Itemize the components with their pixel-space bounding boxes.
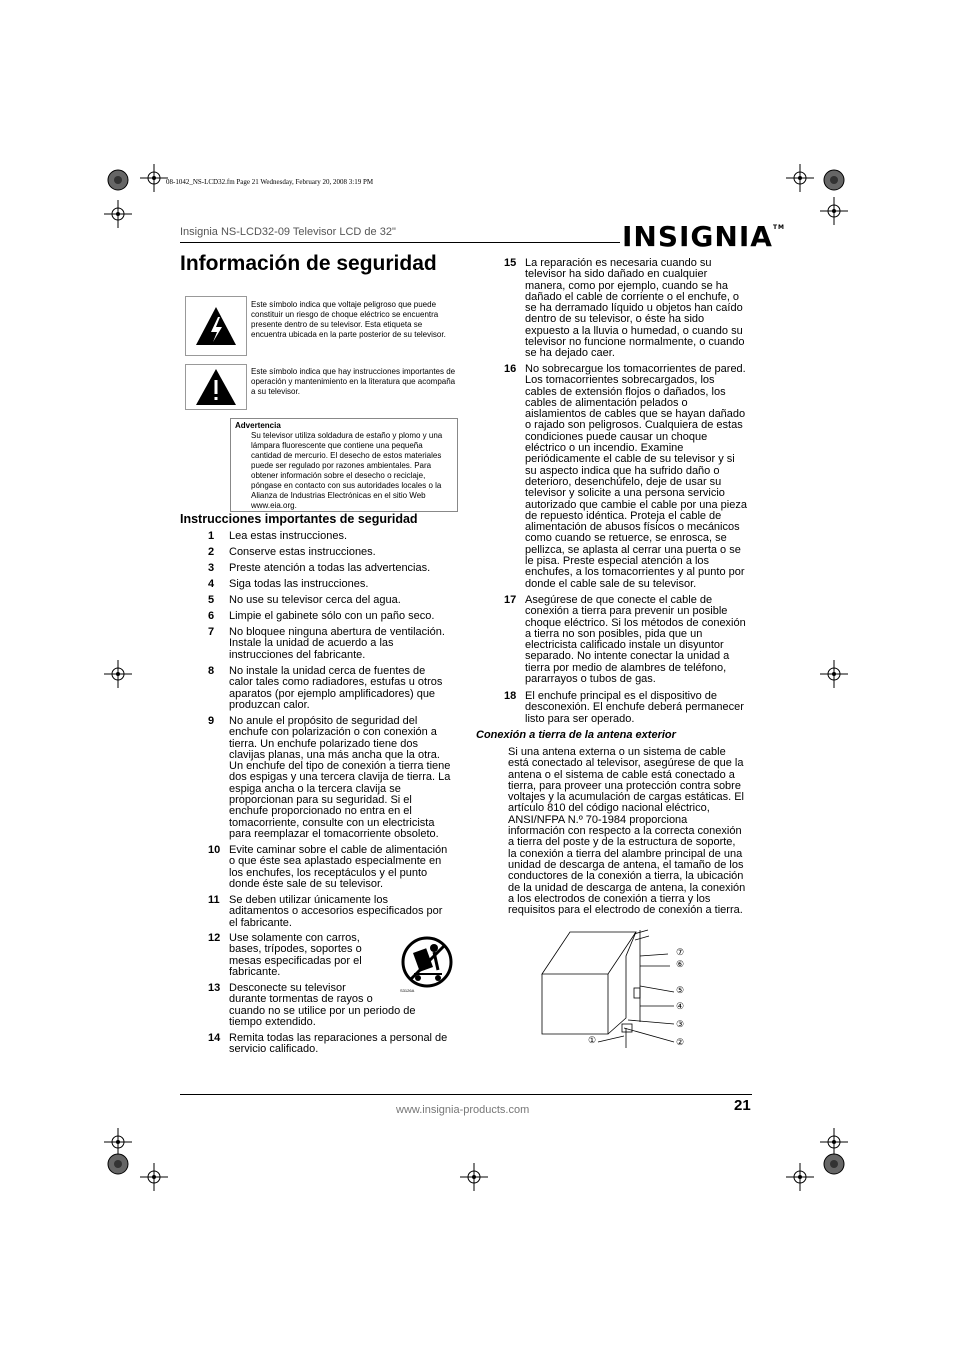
instruction-number: 10 <box>208 844 221 856</box>
diagram-callout-label: ⑦ <box>676 947 685 957</box>
instruction-line: dañado el cable de corriente o el enchufe, o <box>525 290 740 303</box>
instruction-line: a tierra no son posibles, pida que un <box>525 627 703 640</box>
antenna-line: requisitos para el electrodo de conexión a tierra. <box>508 904 743 917</box>
instruction-line: condiciones puede causar un choque <box>525 430 708 443</box>
crop-mark-icon <box>786 164 814 192</box>
instruction-line: el fabricante. <box>229 916 292 929</box>
instruction-line: eléctrico o un incendio. Examine <box>525 442 684 455</box>
instruction-line: Siga todas las instrucciones. <box>229 578 369 590</box>
instruction-text <box>229 895 442 929</box>
instruction-line: o que éste sea aplastado especialmente en <box>229 855 442 868</box>
instruction-line: Lea estas instrucciones. <box>229 530 348 542</box>
instruction-number: 13 <box>208 982 221 994</box>
instruction-line: Remita todas las reparaciones a personal de <box>229 1032 448 1044</box>
instruction-number: 11 <box>208 894 220 906</box>
instruction-text <box>229 1033 447 1056</box>
instruction-line: bases, trípodes, soportes o <box>229 943 362 956</box>
instruction-line: televisor no funcione normalmente, o cuando <box>525 336 745 349</box>
instruction-text <box>229 579 368 590</box>
instruction-line: manera, como por ejemplo, cuando se ha <box>525 279 729 292</box>
diagram-callout-label: ③ <box>676 1019 685 1029</box>
crop-mark-icon <box>140 1163 168 1191</box>
instruction-line: instrucciones del fabricante. <box>229 648 366 661</box>
instruction-text <box>525 258 745 360</box>
instruction-line: televisor y solicite a una persona servicio <box>525 487 725 500</box>
instruction-line: Se deben utilizar únicamente los <box>229 894 388 906</box>
instruction-line: televisor ha sido dañado en cualquier <box>525 268 708 281</box>
diagram-callout-label: ⑤ <box>676 985 685 995</box>
instruction-line: enchufes, a los tomacorrientes y al punto por <box>525 566 745 579</box>
diagram-callout-label: ② <box>676 1037 685 1047</box>
exclamation-warning-icon <box>185 364 247 410</box>
warning-body: Su televisor utiliza soldadura de estaño y plomo y una lámpara fluorescente que contiene una pequeña cantidad de mercurio. El desecho de estos materiales puede ser regulado por razones ambientales. Para obtener información sobre el desecho o reciclaje, póngase en contacto con sus autoridades locales o la Alianza de Industrias Electrónicas en el sitio Web www.eia.org. <box>251 431 443 510</box>
instruction-number: 17 <box>504 594 517 606</box>
instruction-text <box>229 627 445 661</box>
antenna-line: de la unidad de descarga de antena, la conexión <box>508 881 746 894</box>
instruction-line: calor tales como radiadores, estufas u otros <box>229 676 443 689</box>
instruction-line: tierra. Un enchufe polarizado tiene dos <box>229 737 418 750</box>
crop-mark-icon <box>820 660 848 688</box>
instruction-text <box>229 933 362 978</box>
instruction-text <box>525 691 744 725</box>
instructions-symbol-text: Este símbolo indica que hay instrucciones importantes de operación y mantenimiento en la literatura que acompaña a su televisor. <box>251 367 456 396</box>
instruction-text <box>229 716 450 840</box>
antenna-line: antena o el sistema de cable está conectado a <box>508 768 735 781</box>
instruction-line: Un enchufe del tipo de conexión a tierra tiene <box>229 760 451 773</box>
instruction-line: como cuando se retuerce, se enrosca, se <box>525 532 727 545</box>
crop-mark-icon <box>820 197 848 225</box>
instruction-line: donde éste sale de su televisor. <box>229 877 384 890</box>
instruction-text <box>229 595 401 606</box>
antenna-line: la conexión a tierra del alambre principal de una <box>508 847 743 860</box>
instruction-number: 18 <box>504 690 517 702</box>
instruction-line: Evite caminar sobre el cable de alimentación <box>229 844 448 856</box>
instruction-line: dentro de su televisor, o éste ha sido <box>525 313 705 326</box>
instruction-line: Preste atención a todas las advertencias. <box>229 562 431 574</box>
cart-tip-over-icon <box>398 936 456 996</box>
antenna-line: ANSI/NFPA N.º 70-1984 proporciona <box>508 813 688 826</box>
instruction-line: tomacorriente, consulte con un electricista <box>229 816 435 829</box>
instruction-text <box>229 611 434 622</box>
high-voltage-icon <box>185 296 247 356</box>
instruction-line: dos espigas y una tercera clavija de tierra. La <box>229 771 451 784</box>
instruction-line: expuesto a la lluvia o humedad, o cuando su <box>525 324 743 337</box>
instruction-number: 7 <box>208 626 215 638</box>
instruction-line: clavijas planas, una más ancha que la otra. <box>229 748 440 761</box>
instruction-line: Asegúrese de que conecte el cable de <box>525 594 713 606</box>
running-header: Insignia NS-LCD32-09 Televisor LCD de 32" <box>180 226 396 238</box>
instruction-line: enchufe con polarización o con conexión a <box>229 726 437 739</box>
antenna-line: unidad de descarga de antena, el tamaño de los <box>508 858 744 871</box>
instruction-line: espiga ancha o la tercera clavija se <box>229 782 401 795</box>
instruction-line: para reemplazar el tomacorriente obsoleto. <box>229 827 439 840</box>
file-slug: 08-1042_NS-LCD32.fm Page 21 Wednesday, February 20, 2008 3:19 PM <box>166 178 374 186</box>
instruction-line: aditamentos o accesorios especificados por <box>229 905 443 918</box>
instruction-line: pararrayos o tubos de gas. <box>525 673 656 686</box>
instruction-number: 5 <box>208 594 215 606</box>
instruction-line: pellizca, se aplasta al cerrar una puerta o se <box>525 543 741 556</box>
instruction-line: separado. No intente conectar la unidad a <box>525 650 730 663</box>
instruction-text <box>229 845 447 890</box>
antenna-line: a tierra del poste y de la estructura de soporte, <box>508 836 736 849</box>
instruction-number: 9 <box>208 715 215 727</box>
instruction-line: Conserve estas instrucciones. <box>229 546 376 558</box>
registration-dot-mark <box>104 1150 132 1178</box>
instruction-text <box>229 531 347 542</box>
registration-dot-mark <box>820 166 848 194</box>
instruction-line: tierra por medio de alambres de teléfono, <box>525 661 727 674</box>
diagram-callout-label: ① <box>588 1035 597 1045</box>
instruction-text <box>525 595 746 685</box>
antenna-paragraph <box>508 747 753 916</box>
cart-icon-code: S3126A <box>400 988 415 993</box>
instruction-line: La reparación es necesaria cuando su <box>525 257 712 269</box>
instruction-number: 1 <box>208 530 215 542</box>
instruction-number: 2 <box>208 546 215 558</box>
instruction-line: produzcan calor. <box>229 698 310 711</box>
footer-url: www.insignia-products.com <box>396 1104 530 1116</box>
instruction-line: su aspecto indica que ha sufrido daño o <box>525 464 720 477</box>
instruction-line: cuando no se utilice por un periodo de <box>229 1004 416 1017</box>
instruction-line: aparatos (por ejemplo amplificadores) que <box>229 687 436 700</box>
instruction-line: deterioro, desenchúfelo, deje de usar su <box>525 475 722 488</box>
instruction-line: Use solamente con carros, <box>229 932 360 944</box>
instruction-text <box>229 666 442 711</box>
instruction-text <box>229 983 416 1028</box>
instruction-line: No instale la unidad cerca de fuentes de <box>229 665 426 677</box>
instruction-line: listo para ser operado. <box>525 712 635 725</box>
diagram-callout-label: ④ <box>676 1001 685 1011</box>
instruction-line: electricista calificado instale un disyuntor <box>525 639 724 652</box>
crop-mark-icon <box>104 200 132 228</box>
instruction-line: periódicamente el cable de su televisor y si <box>525 453 735 466</box>
instruction-line: No anule el propósito de seguridad del <box>229 715 418 727</box>
antenna-line: voltajes y la acumulación de cargas estáticas. El <box>508 791 745 804</box>
antenna-line: información con respecto a la correcta conexión <box>508 825 742 838</box>
instruction-line: alimentación de abusos físicos o mecánicos <box>525 521 740 534</box>
instruction-line: o rajado son peligrosos. Cualquiera de estas <box>525 419 743 432</box>
page-number: 21 <box>734 1097 751 1114</box>
instruction-line: No sobrecargue los tomacorrientes de pared. <box>525 363 746 375</box>
instruction-number: 8 <box>208 665 215 677</box>
instruction-number: 14 <box>208 1032 221 1044</box>
crop-mark-icon <box>104 660 132 688</box>
warning-title: Advertencia <box>235 421 281 430</box>
antenna-line: a los electrodos de conexión a tierra y los <box>508 892 711 905</box>
antenna-section-title: Conexión a tierra de la antena exterior <box>476 729 676 741</box>
header-rule <box>180 242 620 243</box>
instruction-line: servicio calificado. <box>229 1043 319 1056</box>
instruction-line: conexión a tierra para prevenir un posible <box>525 605 728 618</box>
antenna-line: está conectado al televisor, asegúrese de que la <box>508 757 744 770</box>
instruction-line: Los tomacorrientes sobrecargados, los <box>525 374 715 387</box>
instruction-number: 6 <box>208 610 215 622</box>
section-title: Instrucciones importantes de seguridad <box>180 512 418 526</box>
instruction-line: aislamientos de cables que se hayan dañado <box>525 408 746 421</box>
instruction-line: Limpie el gabinete sólo con un paño seco. <box>229 610 435 622</box>
footer-rule <box>180 1094 752 1095</box>
antenna-grounding-diagram <box>538 926 690 1052</box>
instruction-line: autorizado que cambie el cable por una pieza <box>525 498 747 511</box>
instruction-text <box>229 547 376 558</box>
crop-mark-icon <box>786 1163 814 1191</box>
high-voltage-text: Este símbolo indica que voltaje peligroso que puede constituir un riesgo de choque eléctrico se encuentra presente dentro de su televisor. Esta etiqueta se encuentra ubicada en la parte posterior de su televisor. <box>251 300 446 339</box>
warning-box <box>230 418 458 512</box>
crop-mark-icon <box>140 164 168 192</box>
registration-dot-mark <box>104 166 132 194</box>
antenna-line: Si una antena externa o un sistema de cable <box>508 746 726 758</box>
instruction-line: los enchufes, los receptáculos y el punto <box>229 866 428 879</box>
instruction-line: se ha dejado caer. <box>525 347 615 360</box>
instruction-number: 3 <box>208 562 215 574</box>
instruction-line: le pisa. Preste especial atención a los <box>525 555 710 568</box>
instruction-line: cables de extensión flojos o dañados, los <box>525 385 726 398</box>
page-title: Información de seguridad <box>180 252 437 275</box>
instruction-line: No bloquee ninguna abertura de ventilación. <box>229 626 445 638</box>
instruction-line: mesas especificadas por el <box>229 954 362 967</box>
instruction-text <box>229 563 430 574</box>
antenna-line: conductores de la conexión a tierra, la ubicación <box>508 870 744 883</box>
instruction-number: 4 <box>208 578 215 590</box>
instruction-line: fabricante. <box>229 965 281 978</box>
instruction-line: desconexión. El enchufe deberá permanecer <box>525 701 744 714</box>
instruction-number: 15 <box>504 257 517 269</box>
instruction-line: durante tormentas de rayos o <box>229 993 373 1006</box>
instruction-line: cables de alimentación pelados o <box>525 396 688 409</box>
insignia-logo: INSIGNIA™ <box>622 220 786 253</box>
instruction-text <box>525 364 747 590</box>
instruction-line: proporcionan para su seguridad. Si el <box>229 794 412 807</box>
instruction-number: 16 <box>504 363 517 375</box>
instruction-line: Desconecte su televisor <box>229 982 346 994</box>
registration-dot-mark <box>820 1150 848 1178</box>
antenna-line: tierra, para proveer una protección contra sobre <box>508 779 741 792</box>
instruction-line: Instale la unidad de acuerdo a las <box>229 637 394 650</box>
instruction-line: de repuesto idéntica. Proteja el cable de <box>525 509 722 522</box>
antenna-line: artículo 810 del código nacional eléctrico, <box>508 802 710 815</box>
instruction-line: enchufe proporcionado no entra en el <box>229 805 412 818</box>
instruction-number: 12 <box>208 932 221 944</box>
diagram-callout-label: ⑥ <box>676 959 685 969</box>
instruction-line: El enchufe principal es el dispositivo de <box>525 690 718 702</box>
instruction-line: donde el cable sale de su televisor. <box>525 577 697 590</box>
instruction-line: choque eléctrico. Si los métodos de conexión <box>525 616 746 629</box>
instruction-line: se ha derramado líquido u objetos han caído <box>525 302 743 315</box>
instruction-line: No use su televisor cerca del agua. <box>229 594 401 606</box>
instruction-line: tiempo extendido. <box>229 1015 316 1028</box>
crop-mark-icon <box>460 1163 488 1191</box>
